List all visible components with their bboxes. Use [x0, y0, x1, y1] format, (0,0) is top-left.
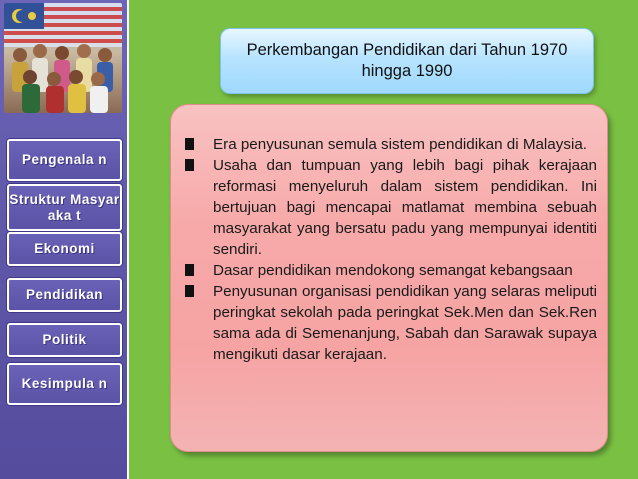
- nav-kesimpulan-button[interactable]: [7, 363, 122, 405]
- nav-pendidikan-button[interactable]: [7, 278, 122, 312]
- sidebar-divider: [127, 0, 129, 479]
- nav-ekonomi-label: Ekonomi: [34, 241, 95, 256]
- bullet-text: Penyusunan organisasi pendidikan yang selaras meliputi peringkat sekolah pada peringkat Sek.Men dan Sek.Ren sama ada di Semenanjung, Sabah dan Sarawak supaya mengikuti dasar kerajaan.: [213, 283, 597, 363]
- bullet-text: Era penyusunan semula sistem pendidikan di Malaysia.: [213, 136, 587, 153]
- group-photo: [4, 3, 122, 113]
- nav-ekonomi-button[interactable]: [7, 232, 122, 266]
- nav-struktur-masyarakat-button[interactable]: [7, 184, 122, 231]
- bullet-text: Usaha dan tumpuan yang lebih bagi pihak kerajaan reformasi menyeluruh dalam sistem pendidikan. Ini bertujuan bagi mencapai matlamat membina sebuah masyarakat yang bersatu padu yang mempunyai identiti sendiri.: [213, 157, 597, 258]
- slide-title-line1: Perkembangan Pendidikan dari Tahun 1970: [246, 41, 568, 59]
- nav-pengenalan-label: Pengenala n: [21, 152, 108, 167]
- bullet-marker-icon: [185, 285, 194, 297]
- bullet-item: [183, 260, 597, 281]
- slide-title: [220, 28, 594, 94]
- bullet-marker-icon: [185, 264, 194, 276]
- nav-politik-label: Politik: [42, 332, 87, 347]
- bullet-list: [183, 134, 597, 365]
- bullet-item: [183, 155, 597, 260]
- nav-pendidikan-label: Pendidikan: [25, 287, 103, 302]
- bullet-item: [183, 134, 597, 155]
- nav-pengenalan-button[interactable]: [7, 139, 122, 181]
- nav-struktur-masyarakat-label: Struktur Masyaraka t: [9, 191, 120, 223]
- bullet-marker-icon: [185, 138, 194, 150]
- sidebar: [0, 0, 127, 479]
- nav-kesimpulan-label: Kesimpula n: [21, 376, 108, 391]
- slide-title-line2: hingga 1990: [361, 62, 453, 80]
- bullet-item: [183, 281, 597, 365]
- photo-illustration: [4, 3, 122, 113]
- bullet-text: Dasar pendidikan mendokong semangat kebangsaan: [213, 262, 573, 279]
- nav-politik-button[interactable]: [7, 323, 122, 357]
- bullet-marker-icon: [185, 159, 194, 171]
